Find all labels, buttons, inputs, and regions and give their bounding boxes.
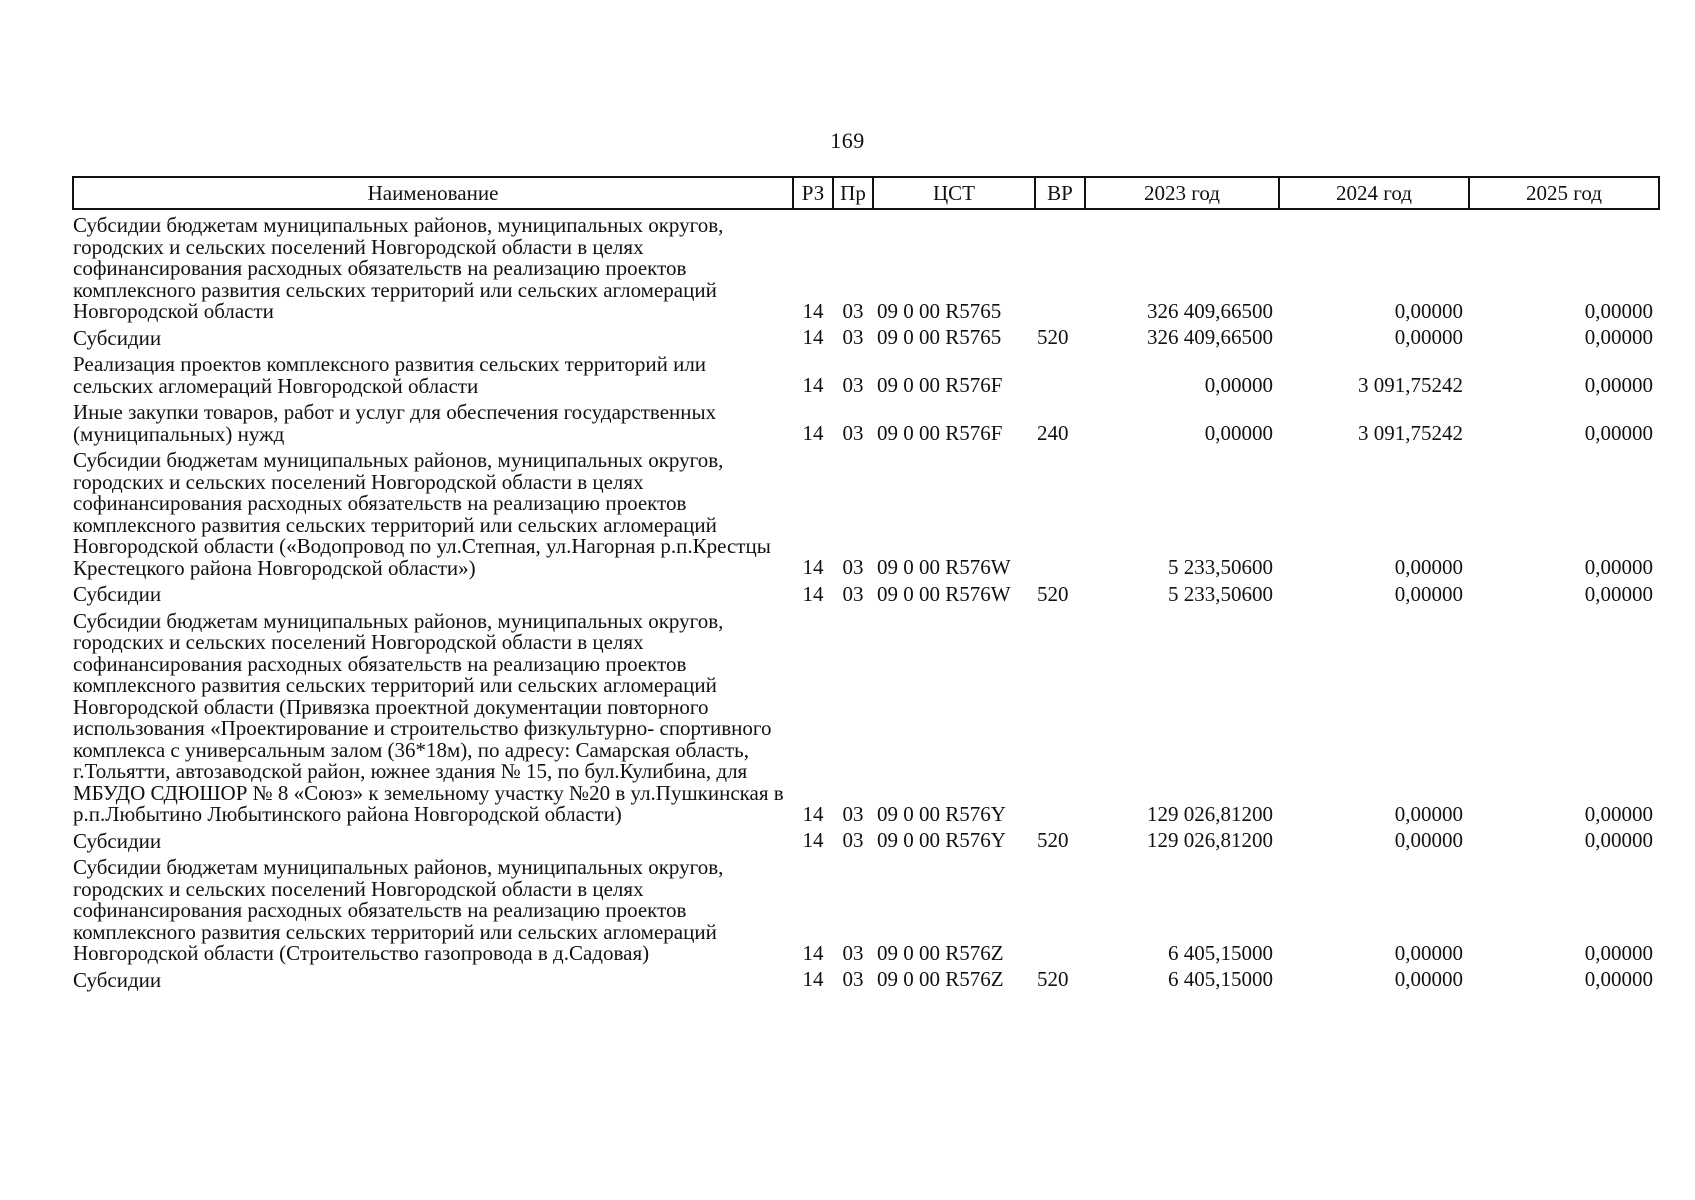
row-vr bbox=[1035, 606, 1085, 826]
row-2024: 0,00000 bbox=[1394, 801, 1463, 826]
row-cst: 09 0 00 R576Y bbox=[877, 828, 1006, 852]
header-cst: ЦСТ bbox=[873, 177, 1035, 209]
row-pr: 03 bbox=[842, 298, 864, 323]
row-2025: 0,00000 bbox=[1584, 373, 1653, 397]
row-pr: 03 bbox=[842, 555, 864, 579]
row-vr: 520 bbox=[1037, 828, 1069, 852]
row-2023: 6 405,15000 bbox=[1168, 967, 1273, 991]
row-2024: 0,00000 bbox=[1394, 828, 1463, 852]
row-cst: 09 0 00 R576Z bbox=[877, 940, 1004, 965]
row-pr: 03 bbox=[842, 967, 864, 991]
row-2024: 0,00000 bbox=[1394, 967, 1463, 991]
row-cst: 09 0 00 R576W bbox=[877, 581, 1011, 606]
row-vr: 520 bbox=[1037, 325, 1069, 349]
row-vr bbox=[1035, 852, 1085, 965]
row-pr: 03 bbox=[842, 325, 864, 349]
row-2023: 129 026,81200 bbox=[1147, 828, 1273, 852]
row-rz: 14 bbox=[802, 967, 824, 991]
row-cst: 09 0 00 R576W bbox=[877, 555, 1011, 579]
row-rz: 14 bbox=[802, 828, 824, 852]
row-rz: 14 bbox=[802, 581, 824, 606]
row-2024: 0,00000 bbox=[1394, 940, 1463, 965]
row-2024: 0,00000 bbox=[1394, 555, 1463, 579]
row-2025: 0,00000 bbox=[1584, 325, 1653, 349]
row-cst: 09 0 00 R5765 bbox=[877, 298, 1002, 323]
header-2024: 2024 год bbox=[1279, 177, 1469, 209]
header-2023: 2023 год bbox=[1085, 177, 1279, 209]
table-row bbox=[73, 445, 1659, 579]
row-2023: 5 233,50600 bbox=[1168, 555, 1273, 579]
row-name: Субсидии bbox=[73, 325, 162, 350]
row-2025: 0,00000 bbox=[1584, 967, 1653, 991]
row-2023: 0,00000 bbox=[1204, 421, 1273, 445]
table-row bbox=[73, 965, 1659, 992]
row-rz: 14 bbox=[802, 325, 824, 349]
row-2024: 0,00000 bbox=[1394, 325, 1463, 349]
table-row bbox=[73, 852, 1659, 965]
row-rz: 14 bbox=[802, 801, 824, 826]
row-2023: 129 026,81200 bbox=[1147, 801, 1273, 826]
row-name: Субсидии бюджетам муниципальных районов, муниципальных округов, городских и сельских поселений Новгородской области в целях софинансирования расходных обязательств на реализацию проектов комплексного развития сельских территорий или сельских агломераций Новгородской области (Привязка проектной документации повторного использования «Проектирование и строительство физкультурно- спортивного комплекса с универсальным залом (36*18м), по адресу: Самарская область, г.Тольятти, автозаводской район, южнее здания № 15, по бул.Кулибина, для МБУДО СДЮШОР № 8 «Союз» к земельному участку №20 в ул.Пушкинская в р.п.Любытино Любытинского района Новгородской области) bbox=[73, 608, 784, 826]
row-pr: 03 bbox=[842, 801, 864, 826]
row-2025: 0,00000 bbox=[1584, 555, 1653, 579]
row-vr bbox=[1035, 209, 1085, 323]
row-name: Субсидии bbox=[73, 967, 162, 992]
table-header-row bbox=[73, 177, 1659, 209]
row-2023: 5 233,50600 bbox=[1168, 581, 1273, 606]
budget-table bbox=[72, 176, 1660, 991]
header-vr: ВР bbox=[1035, 177, 1085, 209]
row-2023: 326 409,66500 bbox=[1147, 325, 1273, 349]
row-pr: 03 bbox=[842, 373, 864, 397]
row-cst: 09 0 00 R576F bbox=[877, 373, 1003, 397]
table-row bbox=[73, 579, 1659, 606]
row-cst: 09 0 00 R576Z bbox=[877, 967, 1004, 991]
row-name: Субсидии бюджетам муниципальных районов, муниципальных округов, городских и сельских поселений Новгородской области в целях софинансирования расходных обязательств на реализацию проектов комплексного развития сельских территорий или сельских агломераций Новгородской области bbox=[73, 213, 724, 323]
row-rz: 14 bbox=[802, 373, 824, 397]
row-2025: 0,00000 bbox=[1584, 828, 1653, 852]
row-vr bbox=[1035, 349, 1085, 397]
row-rz: 14 bbox=[802, 555, 824, 579]
row-name: Субсидии бюджетам муниципальных районов, муниципальных округов, городских и сельских поселений Новгородской области в целях софинансирования расходных обязательств на реализацию проектов комплексного развития сельских территорий или сельских агломераций Новгородской области («Водопровод по ул.Степная, ул.Нагорная р.п.Крестцы Крестецкого района Новгородской области») bbox=[73, 448, 771, 580]
table-row bbox=[73, 349, 1659, 397]
row-2023: 0,00000 bbox=[1204, 373, 1273, 397]
row-2024: 0,00000 bbox=[1394, 298, 1463, 323]
row-2025: 0,00000 bbox=[1584, 940, 1653, 965]
row-pr: 03 bbox=[842, 940, 864, 965]
table-row bbox=[73, 826, 1659, 853]
row-2023: 6 405,15000 bbox=[1168, 940, 1273, 965]
row-pr: 03 bbox=[842, 581, 864, 606]
header-name: Наименование bbox=[73, 177, 793, 209]
row-vr bbox=[1035, 445, 1085, 579]
page-number: 169 bbox=[830, 128, 865, 153]
header-2025: 2025 год bbox=[1469, 177, 1659, 209]
row-vr: 520 bbox=[1037, 581, 1069, 606]
table-row bbox=[73, 397, 1659, 445]
row-2024: 3 091,75242 bbox=[1358, 421, 1463, 445]
row-2025: 0,00000 bbox=[1584, 298, 1653, 323]
row-pr: 03 bbox=[842, 828, 864, 852]
table-row bbox=[73, 606, 1659, 826]
row-2025: 0,00000 bbox=[1584, 421, 1653, 445]
header-rz: РЗ bbox=[793, 177, 833, 209]
row-name: Субсидии bbox=[73, 582, 162, 606]
row-name: Иные закупки товаров, работ и услуг для обеспечения государственных (муниципальных) нужд bbox=[73, 400, 717, 446]
row-rz: 14 bbox=[802, 298, 824, 323]
row-rz: 14 bbox=[802, 421, 824, 445]
row-rz: 14 bbox=[802, 940, 824, 965]
row-2024: 3 091,75242 bbox=[1358, 373, 1463, 397]
row-cst: 09 0 00 R576F bbox=[877, 421, 1003, 445]
row-2025: 0,00000 bbox=[1584, 581, 1653, 606]
table-row bbox=[73, 323, 1659, 350]
row-name: Субсидии bbox=[73, 828, 162, 853]
row-vr: 520 bbox=[1037, 967, 1069, 991]
row-2025: 0,00000 bbox=[1584, 801, 1653, 826]
row-cst: 09 0 00 R5765 bbox=[877, 325, 1002, 349]
row-pr: 03 bbox=[842, 421, 864, 445]
row-2023: 326 409,66500 bbox=[1147, 298, 1273, 323]
row-cst: 09 0 00 R576Y bbox=[877, 801, 1006, 826]
row-name: Субсидии бюджетам муниципальных районов, муниципальных округов, городских и сельских поселений Новгородской области в целях софинансирования расходных обязательств на реализацию проектов комплексного развития сельских территорий или сельских агломераций Новгородской области (Строительство газопровода в д.Садовая) bbox=[73, 855, 724, 965]
header-pr: Пр bbox=[833, 177, 873, 209]
row-vr: 240 bbox=[1037, 421, 1069, 445]
row-name: Реализация проектов комплексного развития сельских территорий или сельских агломераций Новгородской области bbox=[73, 352, 707, 398]
table-row bbox=[73, 209, 1659, 323]
row-2024: 0,00000 bbox=[1394, 581, 1463, 606]
